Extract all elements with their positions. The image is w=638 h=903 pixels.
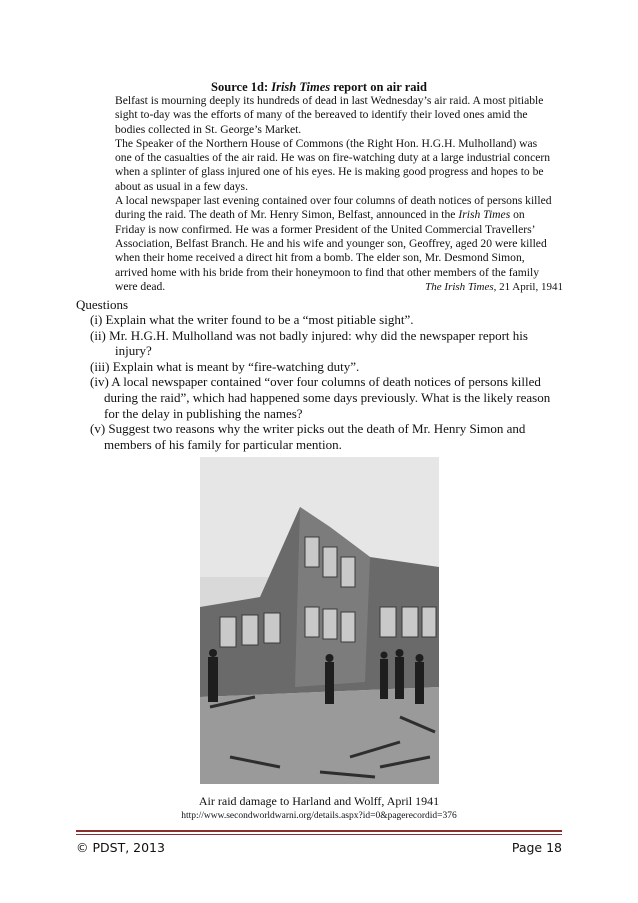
photo-source-url: http://www.secondworldwarni.org/details.aspx?id=0&pagerecordid=376 bbox=[181, 811, 457, 821]
question-4-cont: for the delay in publishing the names? bbox=[104, 405, 303, 421]
source-line: when their home received a direct hit from a bomb. The elder son, Mr. Desmond Simon, bbox=[115, 251, 525, 265]
questions-list bbox=[90, 312, 560, 452]
source-last-line bbox=[115, 280, 563, 294]
source-line: sight to-day was the efforts of many of the bereaved to identify their loved ones amid the bbox=[115, 108, 528, 122]
question-3: (iii) Explain what is meant by “fire-watching duty”. bbox=[90, 358, 360, 374]
footer-rule bbox=[76, 830, 562, 832]
citation-publication: The Irish Times bbox=[425, 280, 494, 293]
footer-page-number: Page 18 bbox=[511, 840, 562, 855]
source-line: Association, Belfast Branch. He and his wife and younger son, Geoffrey, aged 20 were killed bbox=[115, 236, 547, 250]
source-text bbox=[115, 94, 563, 294]
source-line: one of the casualties of the air raid. He was on fire-watching duty at a large industrial concern bbox=[115, 151, 551, 165]
question-5-cont: members of his family for particular mention. bbox=[104, 436, 342, 452]
source-line: The Speaker of the Northern House of Commons (the Right Hon. H.G.H. Mulholland) was bbox=[115, 136, 538, 150]
source-line: when a splinter of glass injured one of his eyes. He is making good progress and hopes to be bbox=[115, 165, 544, 179]
source-line: were dead. bbox=[115, 279, 166, 293]
footer-copyright: © PDST, 2013 bbox=[76, 840, 165, 855]
source-line: Belfast is mourning deeply its hundreds of dead in last Wednesday’s air raid. A most pitiable bbox=[115, 94, 544, 107]
question-5: (v) Suggest two reasons why the writer picks out the death of Mr. Henry Simon and bbox=[90, 421, 526, 437]
question-2: (ii) Mr. H.G.H. Mulholland was not badly injured: why did the newspaper report his bbox=[90, 327, 528, 343]
source-title-suffix: report on air raid bbox=[330, 80, 427, 94]
source-title bbox=[0, 80, 638, 95]
source-line: A local newspaper last evening contained over four columns of death notices of persons killed bbox=[115, 194, 552, 208]
air-raid-photo bbox=[200, 457, 439, 784]
question-2-cont: injury? bbox=[115, 343, 152, 359]
source-line: arrived home with his bride from their honeymoon to find that other members of the family bbox=[115, 265, 540, 279]
source-line: about as usual in a few days. bbox=[115, 179, 248, 193]
questions-heading: Questions bbox=[76, 297, 128, 312]
source-title-prefix: Source 1d: bbox=[211, 80, 272, 94]
source-citation bbox=[425, 280, 563, 294]
footer-rule bbox=[76, 834, 562, 835]
source-line: bodies collected in St. George’s Market. bbox=[115, 122, 302, 136]
photo-caption: Air raid damage to Harland and Wolff, April 1941 bbox=[198, 794, 440, 808]
line9-italic: Irish Times bbox=[458, 208, 511, 222]
line9-pre: during the raid. The death of Mr. Henry Simon, Belfast, announced in the bbox=[115, 208, 459, 222]
line9-post: on bbox=[510, 208, 525, 222]
citation-date: , 21 April, 1941 bbox=[493, 280, 563, 293]
source-title-italic: Irish Times bbox=[271, 80, 331, 94]
question-1: (i) Explain what the writer found to be a “most pitiable sight”. bbox=[90, 312, 414, 327]
source-line bbox=[115, 208, 563, 222]
question-4-cont: during the raid”, which had happened some days previously. What is the likely reason bbox=[104, 389, 551, 405]
source-line: Friday is now confirmed. He was a former President of the United Commercial Travellers’ bbox=[115, 222, 536, 236]
question-4: (iv) A local newspaper contained “over four columns of death notices of persons killed bbox=[90, 374, 541, 390]
